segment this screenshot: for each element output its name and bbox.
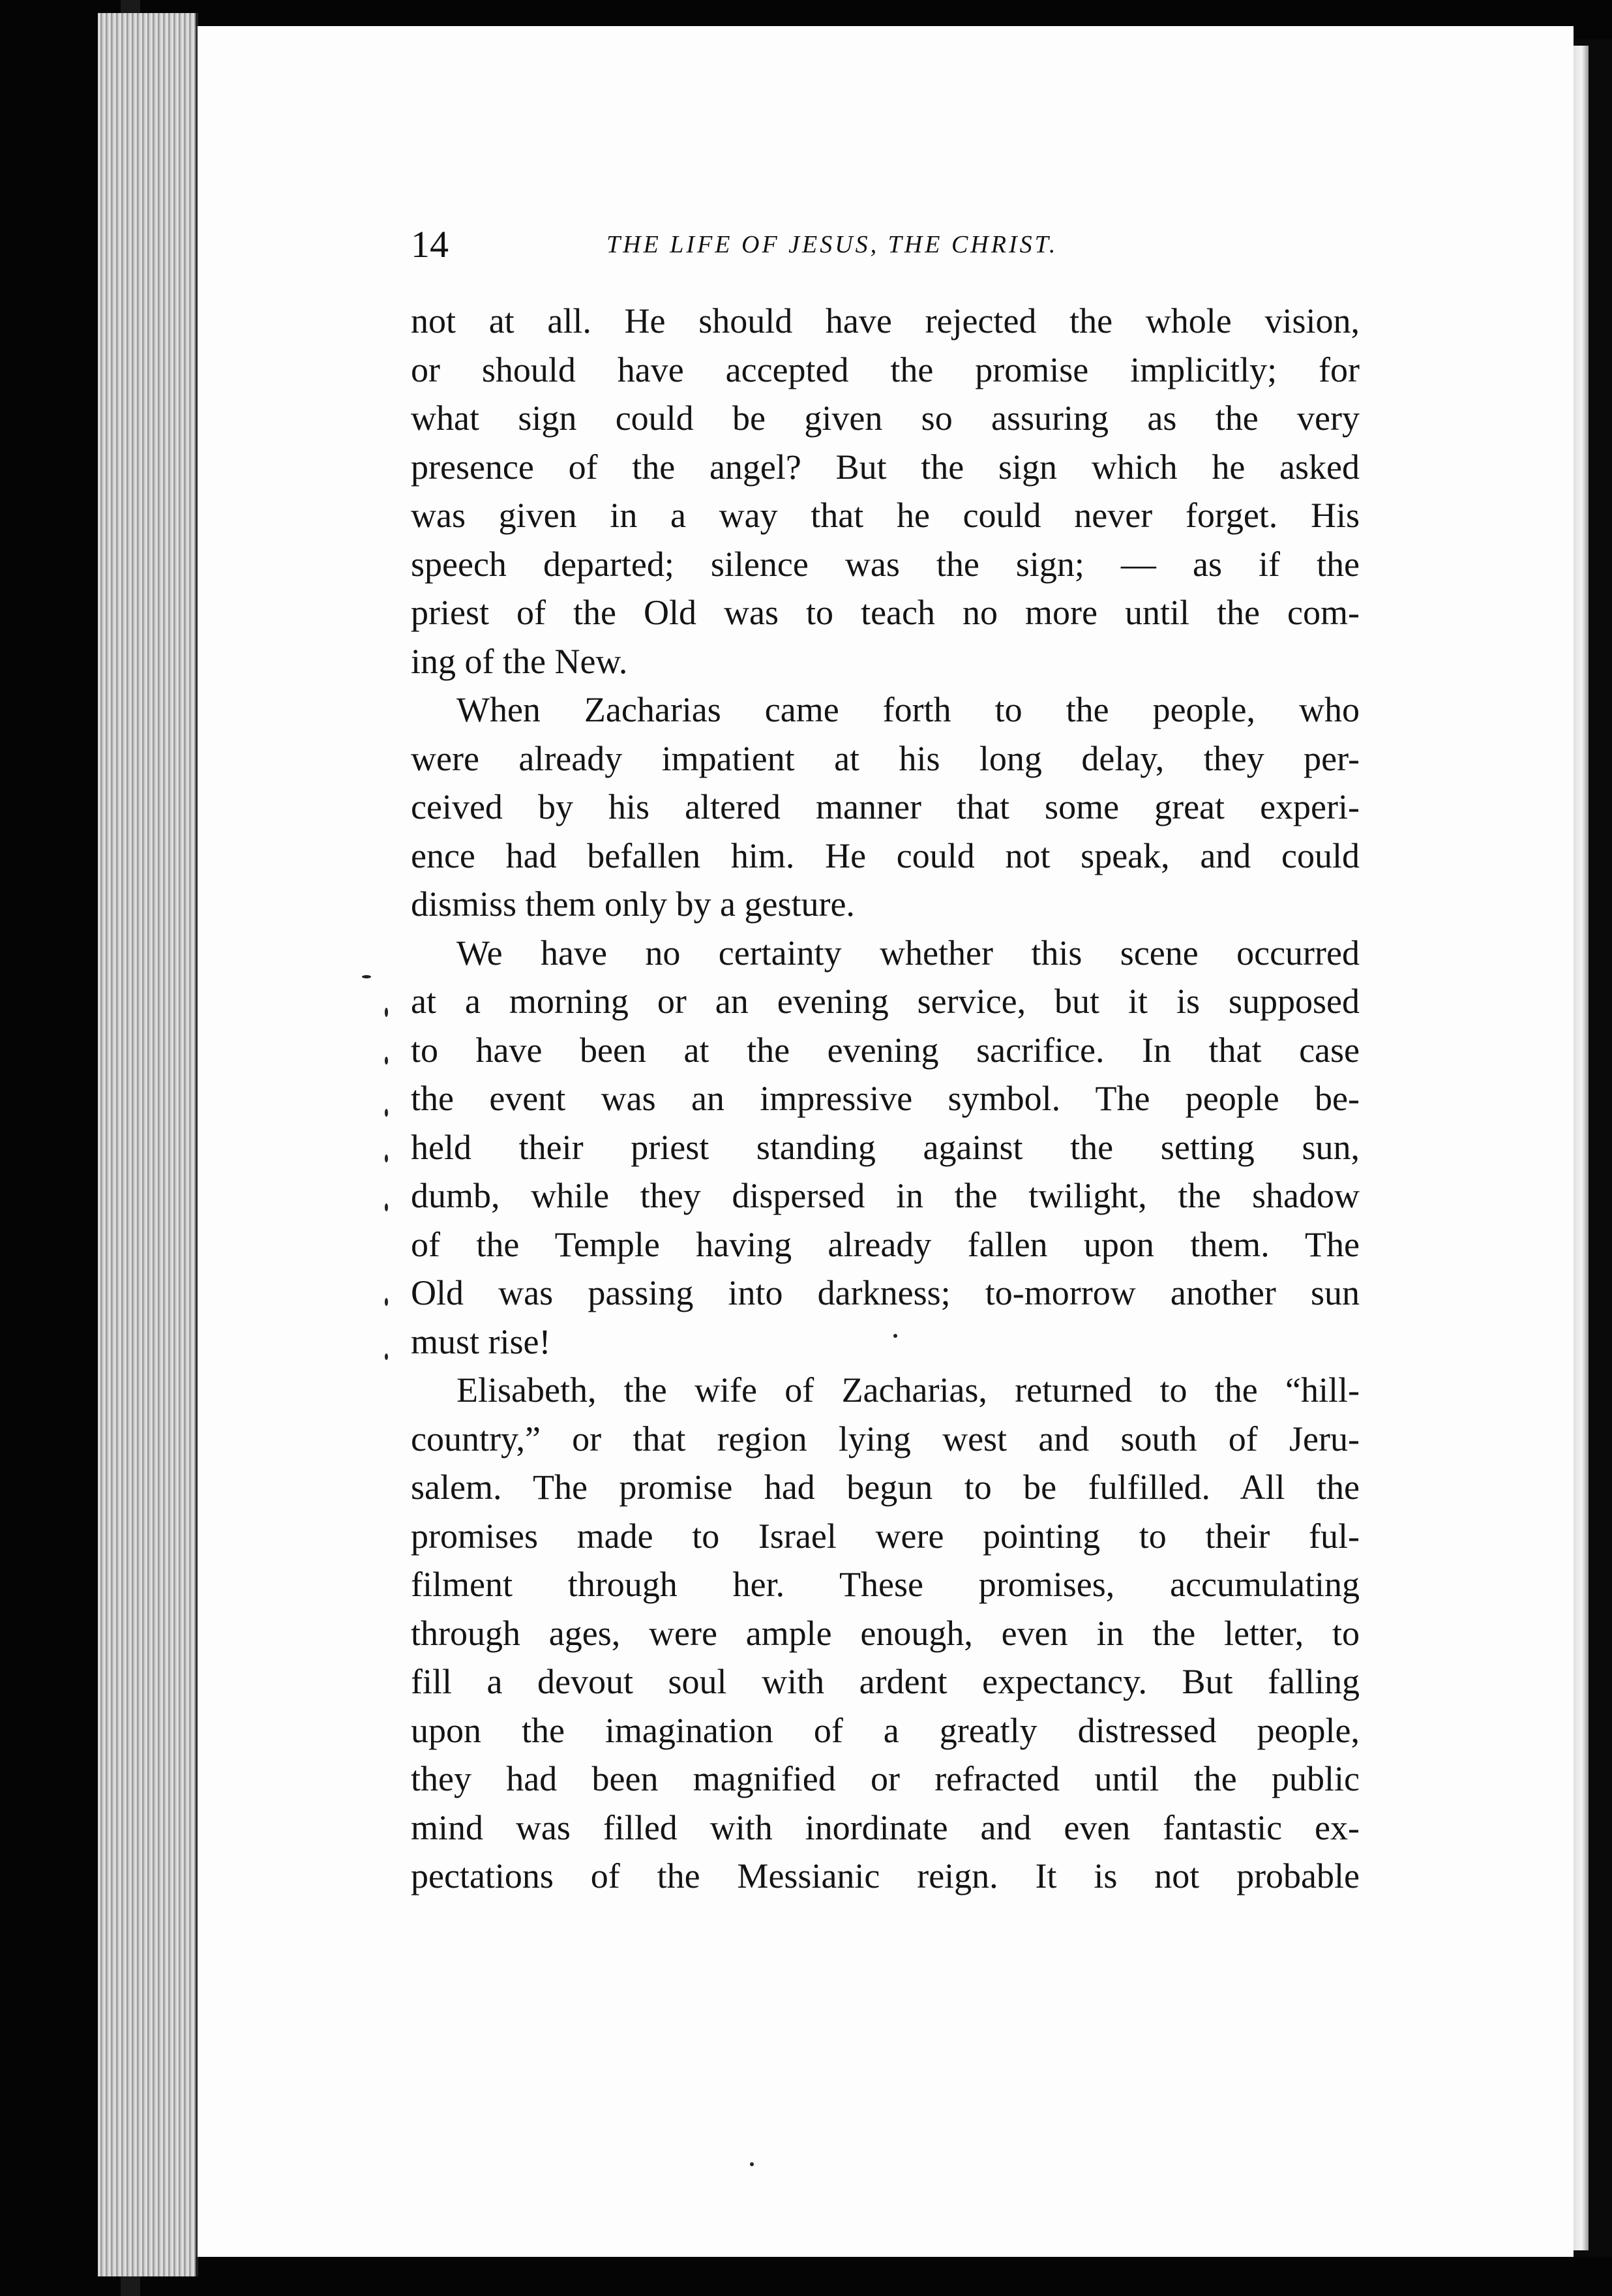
scan-speck [385,1057,388,1065]
paragraph [411,929,1360,1367]
text-line: they had been magnified or refracted until the public [411,1759,1360,1798]
page-number: 14 [411,223,449,265]
text-line: were already impatient at his long delay, they per- [411,738,1360,778]
scan-speck [385,1203,388,1211]
text-line: speech departed; silence was the sign; — as if the [411,544,1360,584]
text-line: to have been at the evening sacrifice. In that case [411,1030,1360,1070]
paragraph [411,686,1360,929]
text-line: Elisabeth, the wife of Zacharias, returned to the “hill- [456,1370,1360,1410]
text-line: of the Temple having already fallen upon them. The [411,1224,1360,1264]
text-line: When Zacharias came forth to the people, who [456,690,1360,729]
text-line: held their priest standing against the setting sun, [411,1127,1360,1167]
text-line: ing of the New. [411,641,628,681]
text-line: upon the imagination of a greatly distressed people, [411,1710,1360,1750]
text-line: through ages, were ample enough, even in the letter, to [411,1613,1360,1653]
text-line: the event was an impressive symbol. The people be- [411,1079,1360,1118]
scan-speck [385,1155,388,1162]
paragraph [411,1366,1360,1901]
page-body [411,297,1360,1901]
text-line: was given in a way that he could never forget. His [411,496,1360,535]
page-edges [98,13,198,2276]
text-line: mind was filled with inordinate and even fantastic ex- [411,1807,1360,1847]
text-line: fill a devout soul with ardent expectancy. But falling [411,1662,1360,1701]
text-line: We have no certainty whether this scene occurred [456,933,1360,973]
text-line: not at all. He should have rejected the whole vision, [411,301,1360,340]
text-line: dismiss them only by a gesture. [411,884,855,924]
scan-speck [385,1298,388,1306]
scan-speck [385,1008,388,1017]
paragraph [411,297,1360,686]
page-header [411,219,1363,271]
scan-speck [750,2162,754,2166]
text-line: promises made to Israel were pointing to their ful- [411,1516,1360,1556]
text-line: presence of the angel? But the sign which he asked [411,447,1360,487]
text-line: country,” or that region lying west and south of Jeru- [411,1419,1360,1458]
text-line: ence had befallen him. He could not speak, and could [411,836,1360,875]
scan-speck [385,1353,388,1360]
text-line: at a morning or an evening service, but it is supposed [411,982,1360,1021]
scan-speck [362,975,371,978]
running-head: THE LIFE OF JESUS, THE CHRIST. [606,231,1058,258]
text-line: dumb, while they dispersed in the twilight, the shadow [411,1176,1360,1215]
text-line: or should have accepted the promise implicitly; for [411,350,1360,389]
text-line: must rise! [411,1322,551,1361]
text-line: what sign could be given so assuring as the very [411,399,1360,438]
text-line: salem. The promise had begun to be fulfilled. All the [411,1468,1360,1507]
right-page-edge [1572,46,1589,2250]
text-line: pectations of the Messianic reign. It is not probable [411,1856,1360,1896]
scan-speck [893,1334,897,1338]
text-line: ceived by his altered manner that some great experi- [411,787,1360,826]
text-line: Old was passing into darkness; to-morrow another sun [411,1273,1360,1312]
scan-speck [385,1109,388,1117]
text-line: filment through her. These promises, accumulating [411,1565,1360,1604]
text-line: priest of the Old was to teach no more until the com- [411,593,1360,632]
